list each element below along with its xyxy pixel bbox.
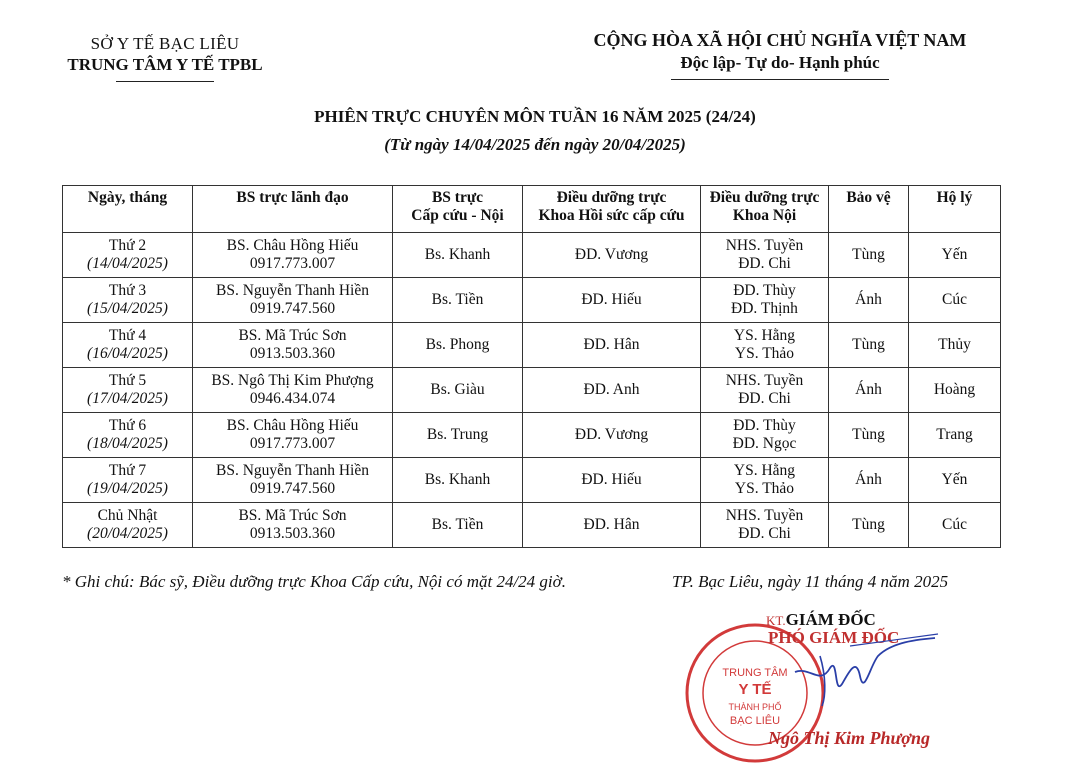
handwritten-signature bbox=[790, 626, 940, 716]
table-row bbox=[63, 458, 1001, 503]
table-row bbox=[63, 368, 1001, 413]
table-header-row bbox=[63, 186, 1001, 233]
cell-caregiver: Trang bbox=[909, 413, 1001, 458]
header-right-rule bbox=[671, 79, 889, 80]
cell-day: Thứ 5 (17/04/2025) bbox=[63, 368, 193, 413]
cell-er-doctor: Bs. Giàu bbox=[393, 368, 523, 413]
table-row bbox=[63, 233, 1001, 278]
cell-ward-nurse: YS. Hằng YS. Thảo bbox=[701, 458, 829, 503]
cell-er-doctor: Bs. Trung bbox=[393, 413, 523, 458]
cell-guard: Ánh bbox=[829, 278, 909, 323]
cell-ward-nurse: YS. Hằng YS. Thảo bbox=[701, 323, 829, 368]
cell-guard: Ánh bbox=[829, 368, 909, 413]
stamp-line1: TRUNG TÂM bbox=[722, 667, 788, 679]
cell-leader: BS. Mã Trúc Sơn 0913.503.360 bbox=[193, 323, 393, 368]
stamp-line3: THÀNH PHỐ bbox=[728, 702, 782, 712]
cell-ward-nurse: ĐD. Thùy ĐD. Ngọc bbox=[701, 413, 829, 458]
cell-caregiver: Yến bbox=[909, 233, 1001, 278]
cell-guard: Tùng bbox=[829, 323, 909, 368]
cell-day: Thứ 3 (15/04/2025) bbox=[63, 278, 193, 323]
cell-leader: BS. Mã Trúc Sơn 0913.503.360 bbox=[193, 503, 393, 548]
header-right bbox=[570, 30, 990, 80]
cell-ward-nurse: NHS. Tuyền ĐD. Chi bbox=[701, 233, 829, 278]
table-row bbox=[63, 323, 1001, 368]
signature-subtitle: PHÓ GIÁM ĐỐC bbox=[768, 628, 900, 647]
cell-er-doctor: Bs. Khanh bbox=[393, 458, 523, 503]
cell-caregiver: Cúc bbox=[909, 503, 1001, 548]
cell-icu-nurse: ĐD. Vương bbox=[523, 413, 701, 458]
cell-day: Thứ 2 (14/04/2025) bbox=[63, 233, 193, 278]
cell-day: Chủ Nhật (20/04/2025) bbox=[63, 503, 193, 548]
cell-caregiver: Hoàng bbox=[909, 368, 1001, 413]
header-left bbox=[40, 34, 290, 82]
cell-caregiver: Yến bbox=[909, 458, 1001, 503]
header-er-doctor: BS trực Cấp cứu - Nội bbox=[393, 186, 523, 233]
motto: Độc lập- Tự do- Hạnh phúc bbox=[680, 53, 880, 72]
cell-guard: Ánh bbox=[829, 458, 909, 503]
cell-icu-nurse: ĐD. Vương bbox=[523, 233, 701, 278]
country-name: CỘNG HÒA XÃ HỘI CHỦ NGHĨA VIỆT NAM bbox=[593, 30, 967, 50]
stamp-line4: BẠC LIÊU bbox=[729, 715, 781, 727]
cell-guard: Tùng bbox=[829, 503, 909, 548]
cell-leader: BS. Châu Hồng Hiếu 0917.773.007 bbox=[193, 233, 393, 278]
place-date: TP. Bạc Liêu, ngày 11 tháng 4 năm 2025 bbox=[672, 572, 949, 591]
cell-er-doctor: Bs. Tiền bbox=[393, 278, 523, 323]
table-row bbox=[63, 503, 1001, 548]
cell-caregiver: Cúc bbox=[909, 278, 1001, 323]
cell-icu-nurse: ĐD. Hân bbox=[523, 503, 701, 548]
document-subtitle: (Từ ngày 14/04/2025 đến ngày 20/04/2025) bbox=[384, 135, 686, 154]
signature-title: KT.GIÁM ĐỐC bbox=[766, 610, 876, 629]
table-row bbox=[63, 278, 1001, 323]
header-ward-nurse: Điều dưỡng trực Khoa Nội bbox=[701, 186, 829, 233]
cell-icu-nurse: ĐD. Anh bbox=[523, 368, 701, 413]
cell-day: Thứ 7 (19/04/2025) bbox=[63, 458, 193, 503]
center-name: TRUNG TÂM Y TẾ TPBL bbox=[67, 55, 263, 74]
header-left-rule bbox=[116, 81, 214, 82]
cell-ward-nurse: NHS. Tuyền ĐD. Chi bbox=[701, 368, 829, 413]
cell-caregiver: Thủy bbox=[909, 323, 1001, 368]
header-leader: BS trực lãnh đạo bbox=[193, 186, 393, 233]
cell-icu-nurse: ĐD. Hiếu bbox=[523, 278, 701, 323]
footnote: * Ghi chú: Bác sỹ, Điều dưỡng trực Khoa Cấp cứu, Nội có mặt 24/24 giờ. bbox=[62, 572, 566, 591]
cell-leader: BS. Nguyễn Thanh Hiền 0919.747.560 bbox=[193, 458, 393, 503]
signer-name: Ngô Thị Kim Phượng bbox=[768, 728, 930, 748]
document-title: PHIÊN TRỰC CHUYÊN MÔN TUẦN 16 NĂM 2025 (24/24) bbox=[314, 107, 756, 126]
cell-leader: BS. Nguyễn Thanh Hiền 0919.747.560 bbox=[193, 278, 393, 323]
cell-icu-nurse: ĐD. Hân bbox=[523, 323, 701, 368]
header-caregiver: Hộ lý bbox=[909, 186, 1001, 233]
cell-ward-nurse: ĐD. Thùy ĐD. Thịnh bbox=[701, 278, 829, 323]
cell-guard: Tùng bbox=[829, 413, 909, 458]
cell-guard: Tùng bbox=[829, 233, 909, 278]
cell-ward-nurse: NHS. Tuyền ĐD. Chi bbox=[701, 503, 829, 548]
department-name: SỞ Y TẾ BẠC LIÊU bbox=[90, 34, 240, 53]
header-date: Ngày, tháng bbox=[63, 186, 193, 233]
cell-leader: BS. Ngô Thị Kim Phượng 0946.434.074 bbox=[193, 368, 393, 413]
header-icu-nurse: Điều dưỡng trực Khoa Hồi sức cấp cứu bbox=[523, 186, 701, 233]
cell-leader: BS. Châu Hồng Hiếu 0917.773.007 bbox=[193, 413, 393, 458]
header-guard: Bảo vệ bbox=[829, 186, 909, 233]
cell-er-doctor: Bs. Phong bbox=[393, 323, 523, 368]
table-row bbox=[63, 413, 1001, 458]
cell-day: Thứ 6 (18/04/2025) bbox=[63, 413, 193, 458]
stamp-line2: Y TẾ bbox=[738, 681, 772, 698]
cell-er-doctor: Bs. Khanh bbox=[393, 233, 523, 278]
cell-icu-nurse: ĐD. Hiếu bbox=[523, 458, 701, 503]
cell-er-doctor: Bs. Tiền bbox=[393, 503, 523, 548]
duty-schedule-table bbox=[62, 185, 1001, 548]
cell-day: Thứ 4 (16/04/2025) bbox=[63, 323, 193, 368]
